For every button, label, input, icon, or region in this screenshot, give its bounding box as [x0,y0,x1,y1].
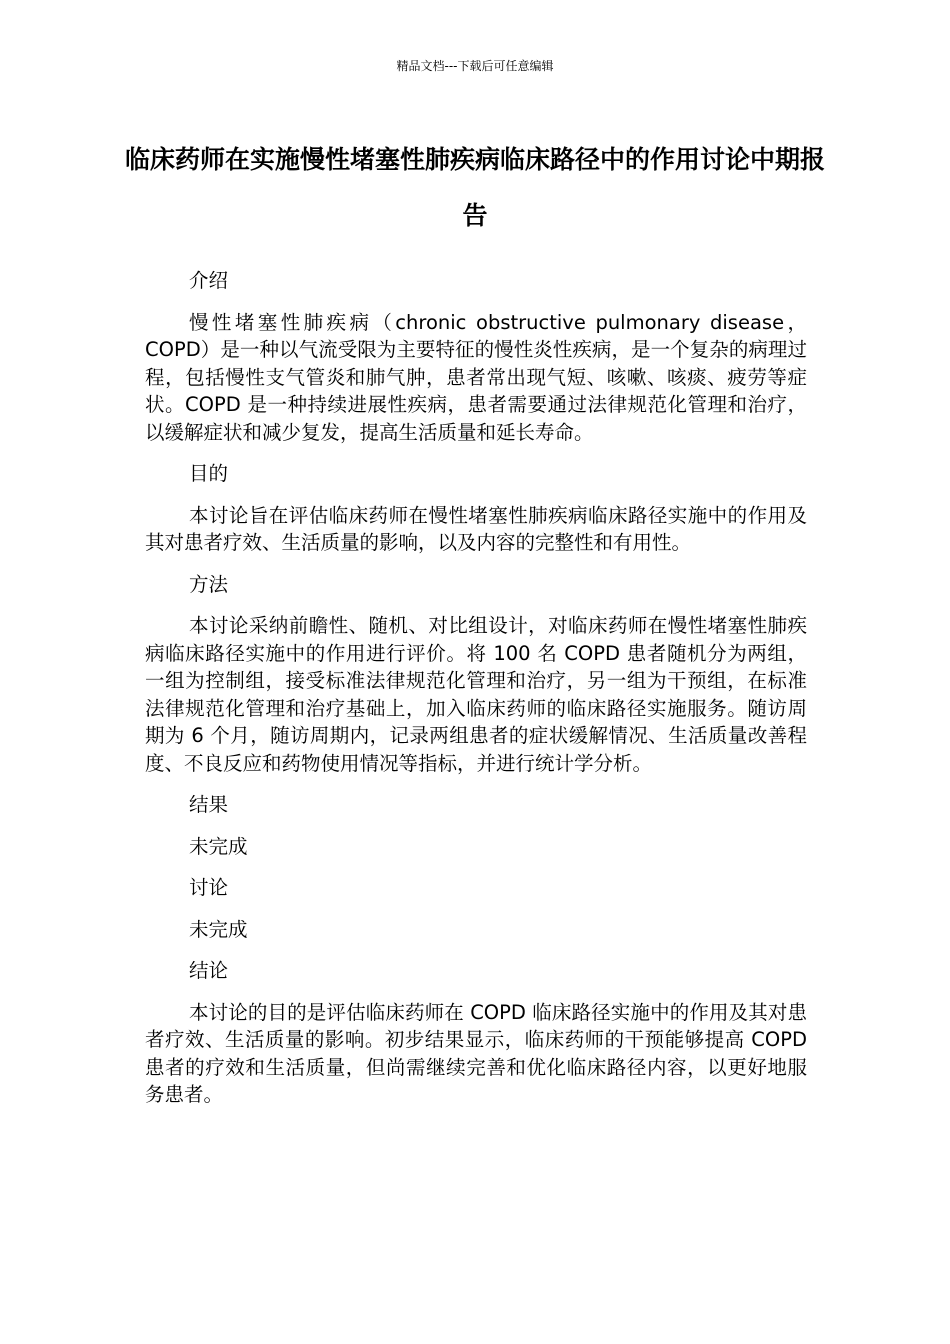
document-body [145,267,807,1123]
section-text-conclusion: 本讨论的目的是评估临床药师在 COPD 临床路径实施中的作用及其对患者疗效、生活质量的影响。初步结果显示，临床药师的干预能够提高 COPD 患者的疗效和生活质量，但尚需继续完善和优化临床路径内容，以更好地服务患者。 [145,1000,807,1106]
section-heading-method: 方法 [189,572,229,596]
header-note: 精品文档---下载后可任意编辑 [396,59,554,73]
section-text-results: 未完成 [189,834,248,858]
section-text-intro: 慢性堵塞性肺疾病（chronic obstructive pulmonary disease，COPD）是一种以气流受限为主要特征的慢性炎性疾病，是一个复杂的病理过程，包括慢性支气管炎和肺气肿，患者常出现气短、咳嗽、咳痰、疲劳等症状。COPD 是一种持续进展性疾病，患者需要通过法律规范化管理和治疗，以缓解症状和减少复发，提高生活质量和延长寿命。 [145,310,807,444]
section-heading-results: 结果 [189,793,229,816]
section-text-method: 本讨论采纳前瞻性、随机、对比组设计，对临床药师在慢性堵塞性肺疾病临床路径实施中的作用进行评价。将 100 名 COPD 患者随机分为两组，一组为控制组，接受标准法律规范化管理和治疗，另一组为干预组，在标准法律规范化管理和治疗基础上，加入临床药师的临床路径实施服务。随访周期为 6 个月，随访周期内，记录两组患者的症状缓解情况、生活质量改善程度、不良反应和药物使用情况等指标，并进行统计学分析。 [145,614,807,775]
document-title: 临床药师在实施慢性堵塞性肺疾病临床路径中的作用讨论中期报告 [124,145,825,230]
section-text-discussion: 未完成 [189,917,248,941]
section-heading-conclusion: 结论 [189,959,229,982]
section-text-purpose: 本讨论旨在评估临床药师在慢性堵塞性肺疾病临床路径实施中的作用及其对患者疗效、生活质量的影响，以及内容的完整性和有用性。 [145,503,807,554]
section-heading-purpose: 目的 [189,462,229,485]
section-heading-intro: 介绍 [189,269,229,292]
section-heading-discussion: 讨论 [189,876,229,899]
